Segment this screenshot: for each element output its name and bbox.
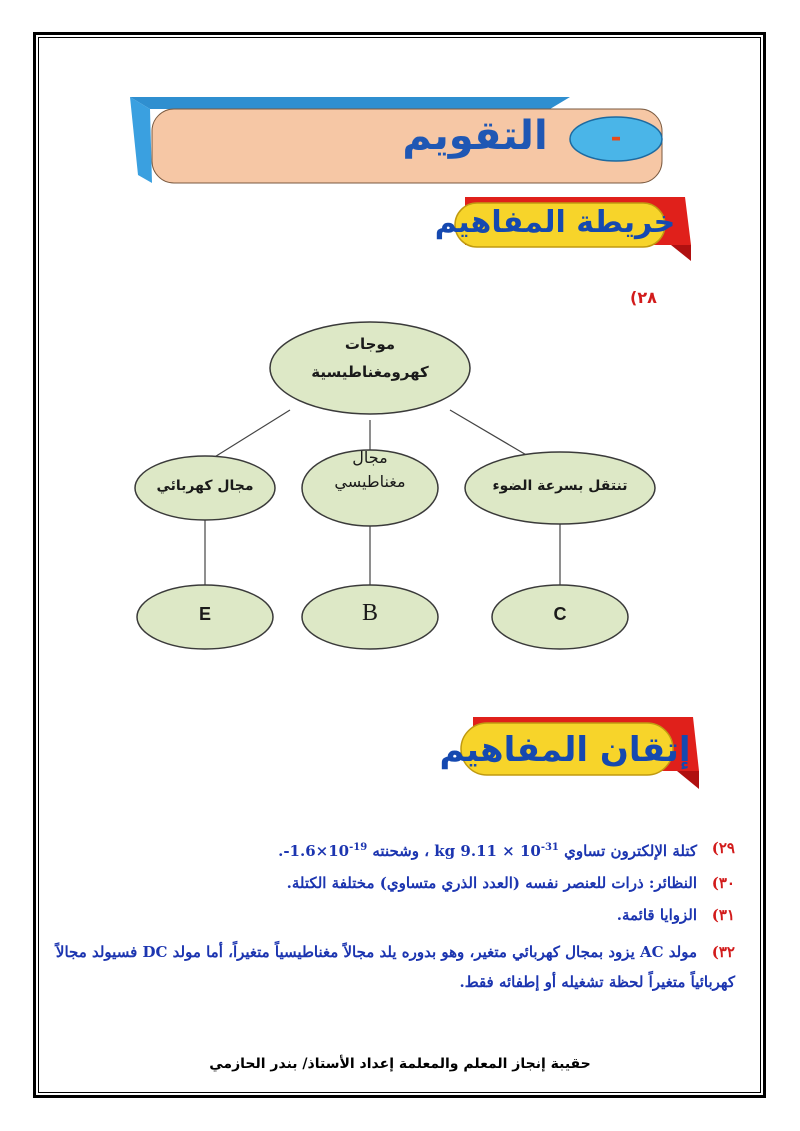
question-28-label: ٢٨) [630, 288, 657, 307]
leaf-b-label: B [361, 600, 378, 626]
answer-number: ٣٠) [711, 874, 735, 892]
concept-map [120, 320, 680, 664]
answer-number: ٣١) [711, 906, 735, 924]
answer-31 [55, 905, 735, 925]
page-footer: حقيبة إنجاز المعلم والمعلمة إعداد الأستاذ/ بندر الحازمي [209, 1056, 591, 1072]
answer-number: ٣٢) [711, 943, 735, 961]
leaf-e-label: E [198, 604, 211, 624]
charge-exponent: -19 [349, 842, 368, 853]
answer-text: مولد AC يزود بمجال كهربائي متغير، وهو بدوره يلد مجالاً مغناطيسياً متغيراً، أما مولد DC فسيولد مجالاً كهربائياً متغيراً لحظة تشغيله أو إطفائه فقط. [55, 943, 735, 991]
banner-pill-text: - [610, 123, 622, 153]
mass-value: 9.11 × 10 [460, 842, 541, 860]
root-line2: كهرومغناطيسية [311, 363, 429, 381]
answer-text: الزوايا قائمة. [616, 906, 697, 924]
magnetic-field-label [302, 446, 438, 494]
edge-root-electric [205, 410, 290, 463]
magnetic-line1: مجال [352, 448, 388, 467]
concept-map-heading [435, 193, 695, 263]
banner-title: التقويم [402, 113, 548, 159]
root-line1: موجات [344, 335, 396, 353]
answers-list [55, 838, 735, 1009]
answer-end: . [278, 842, 284, 860]
mass-exponent: -31 [540, 842, 559, 853]
root-label [270, 330, 470, 386]
answer-value-b [283, 842, 367, 860]
answer-29 [55, 838, 735, 861]
answer-30 [55, 873, 735, 893]
answer-32 [55, 937, 735, 997]
concept-map-title: خريطة المفاهيم [434, 205, 676, 240]
answer-value-a [434, 842, 559, 860]
answer-text-b: ، وشحنته [367, 842, 430, 860]
concept-mastery-heading [439, 713, 703, 793]
answer-number: ٢٩) [711, 839, 735, 857]
magnetic-line2: مغناطيسي [334, 472, 406, 491]
charge-value: -1.6×10 [283, 842, 350, 860]
leaf-c-label: C [553, 604, 567, 624]
unit-kg: kg [434, 842, 456, 860]
concept-mastery-title: إتقان المفاهيم [439, 730, 691, 770]
answer-text-a: كتلة الإلكترون تساوي [558, 842, 697, 860]
electric-field-label: مجال كهربائي [156, 478, 254, 494]
section-banner [130, 95, 670, 185]
answer-text: النظائر: ذرات للعنصر نفسه (العدد الذري متساوي) مختلفة الكتلة. [286, 874, 697, 892]
light-speed-label: تنتقل بسرعة الضوء [492, 478, 628, 494]
